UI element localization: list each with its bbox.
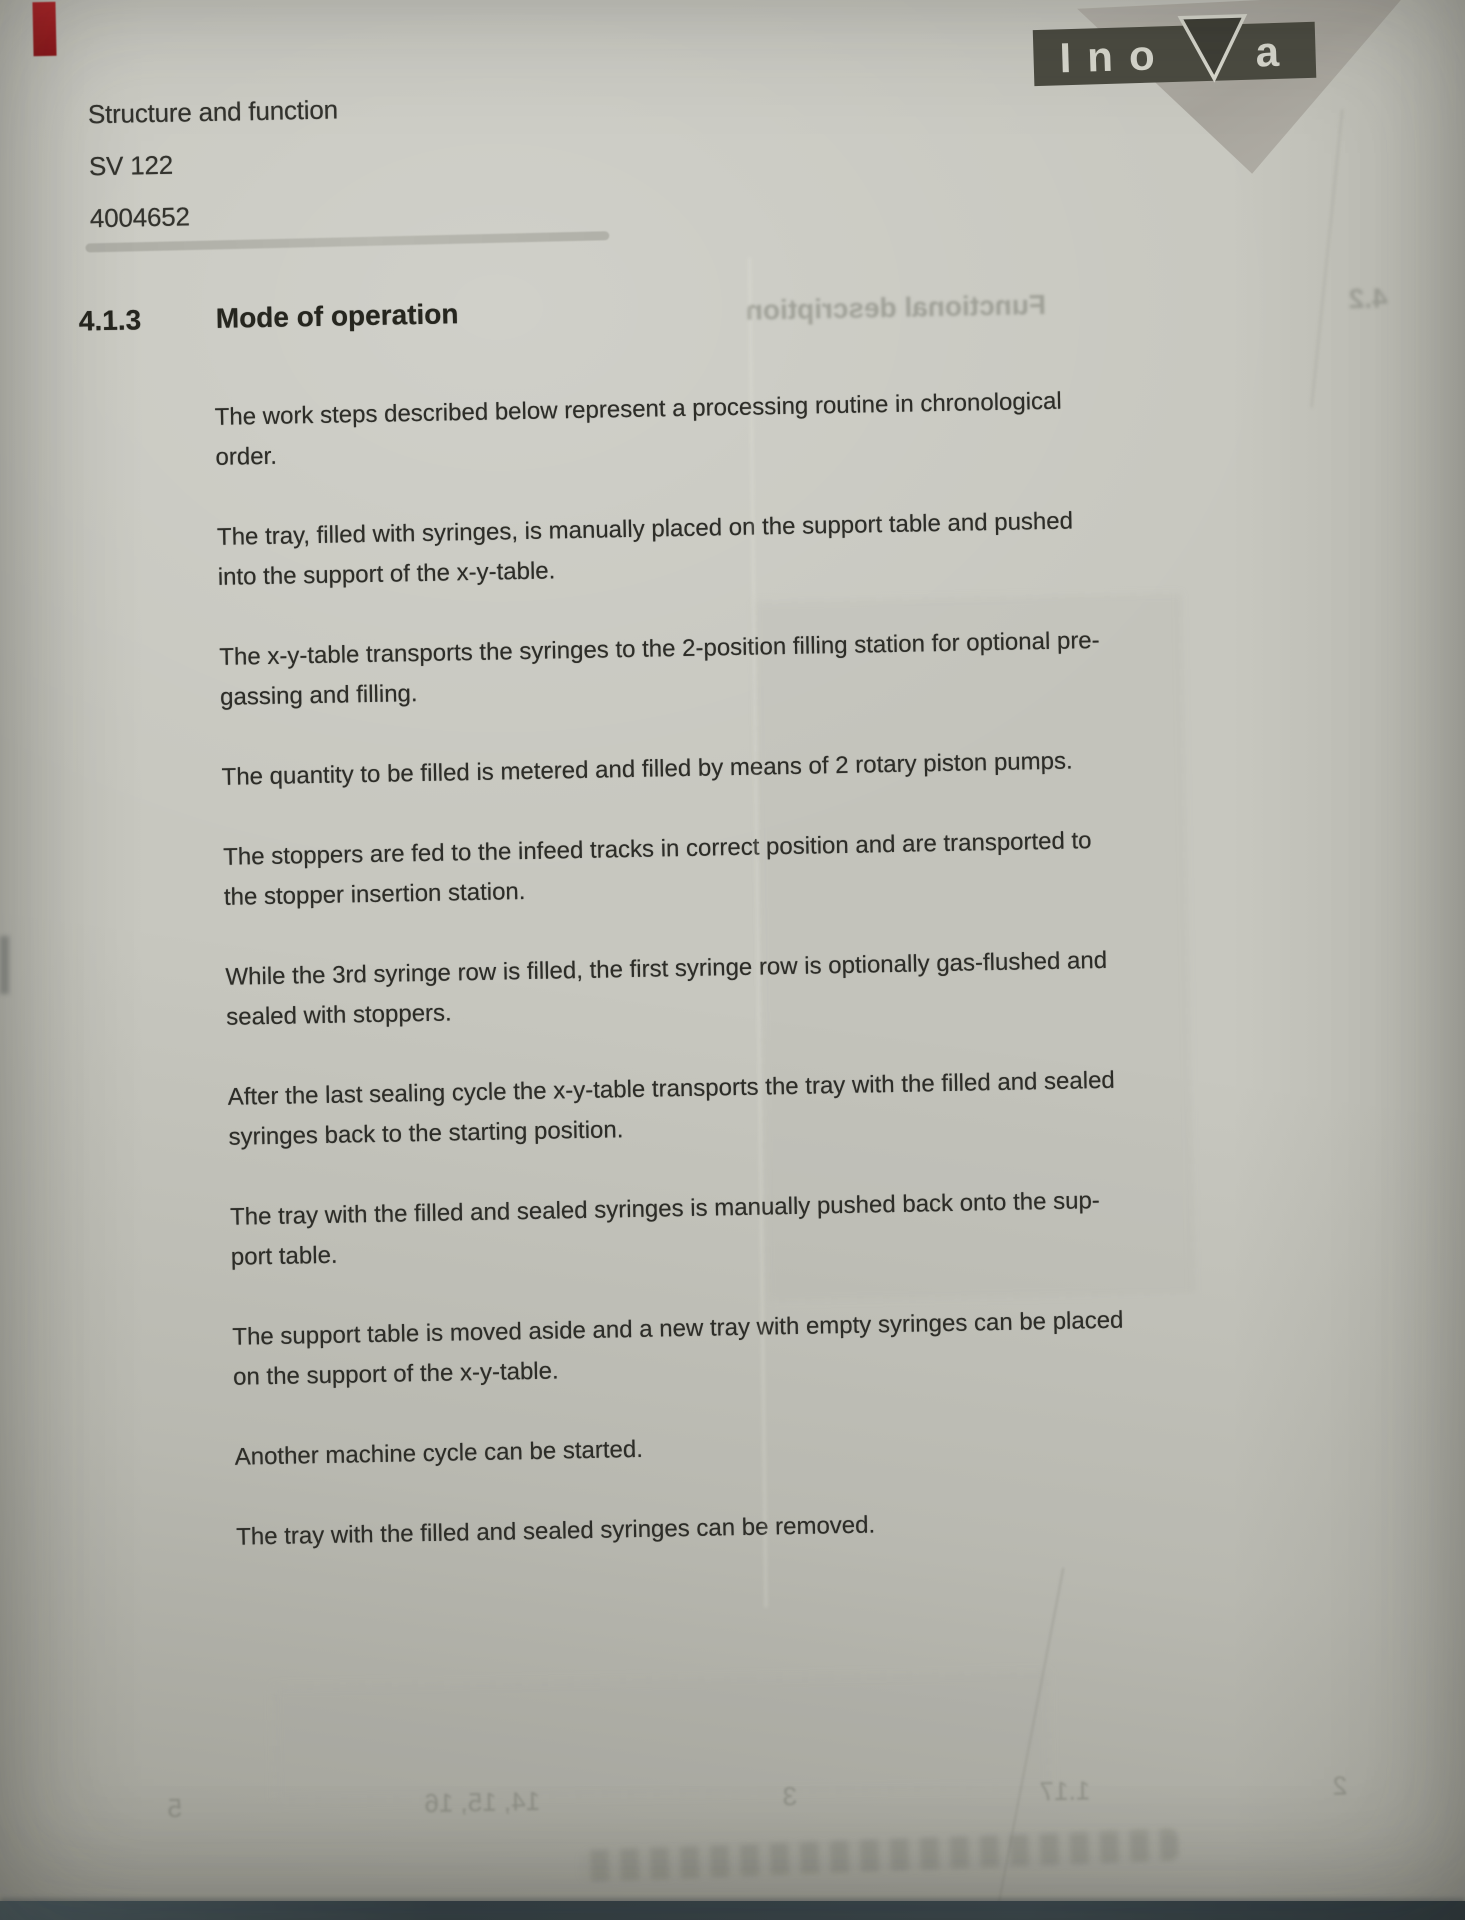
section-title: Mode of operation (215, 298, 459, 334)
body-paragraphs (214, 378, 1267, 1598)
logo-text-ino: Ino (1058, 31, 1172, 82)
section-number: 4.1.3 (78, 304, 142, 337)
inova-logo (1022, 0, 1427, 192)
photo-background-edge (0, 1901, 1465, 1920)
paragraph-10: Another machine cycle can be started. (234, 1435, 644, 1471)
paragraph-1: The work steps described below represent a processing routine in chronological order. (214, 387, 1062, 471)
paragraph-6: While the 3rd syringe row is filled, the first syringe row is optionally gas-flushed and sealed with stoppers. (225, 946, 1108, 1031)
bleedthrough-callout: 14, 15, 16 (424, 1785, 541, 1819)
paragraph-11: The tray with the filled and sealed syringes can be removed. (235, 1511, 876, 1551)
bleedthrough-callout: 3 (782, 1780, 798, 1812)
bleedthrough-heading: Functional description (745, 288, 1047, 326)
paragraph-9: The support table is moved aside and a new tray with empty syringes can be placed on the support of the x-y-table. (232, 1306, 1124, 1391)
paragraph-3: The x-y-table transports the syringes to the 2-position filling station for optional pre- gassing and filling. (219, 626, 1100, 711)
red-tab-mark (32, 2, 56, 56)
paragraph-2: The tray, filled with syringes, is manually placed on the support table and pushed into the support of the x-y-table. (216, 507, 1074, 591)
document-model: SV 122 (88, 149, 174, 182)
bleedthrough-text-smudge (578, 1828, 1179, 1882)
paragraph-4: The quantity to be filled is metered and filled by means of 2 rotary piston pumps. (221, 747, 1073, 791)
bleedthrough-callout: 1.17 (1039, 1775, 1091, 1807)
paragraph-5: The stoppers are fed to the infeed tracks in correct position and are transported to the stopper insertion station. (222, 827, 1092, 911)
logo-text-a: a (1254, 27, 1296, 76)
left-edge-smudge (0, 936, 9, 994)
bleedthrough-callout: 5 (167, 1792, 183, 1824)
paragraph-7: After the last sealing cycle the x-y-table transports the tray with the filled and sealed syringes back to the starting position. (227, 1066, 1116, 1151)
paragraph-8: The tray with the filled and sealed syringes is manually pushed back onto the sup- port table. (229, 1187, 1101, 1271)
document-title: Structure and function (87, 94, 339, 130)
bleedthrough-callout: 2 (1332, 1770, 1348, 1801)
document-number: 4004652 (89, 201, 190, 234)
bleedthrough-section-number: 4.2 (1348, 282, 1388, 315)
document-header (87, 84, 340, 245)
